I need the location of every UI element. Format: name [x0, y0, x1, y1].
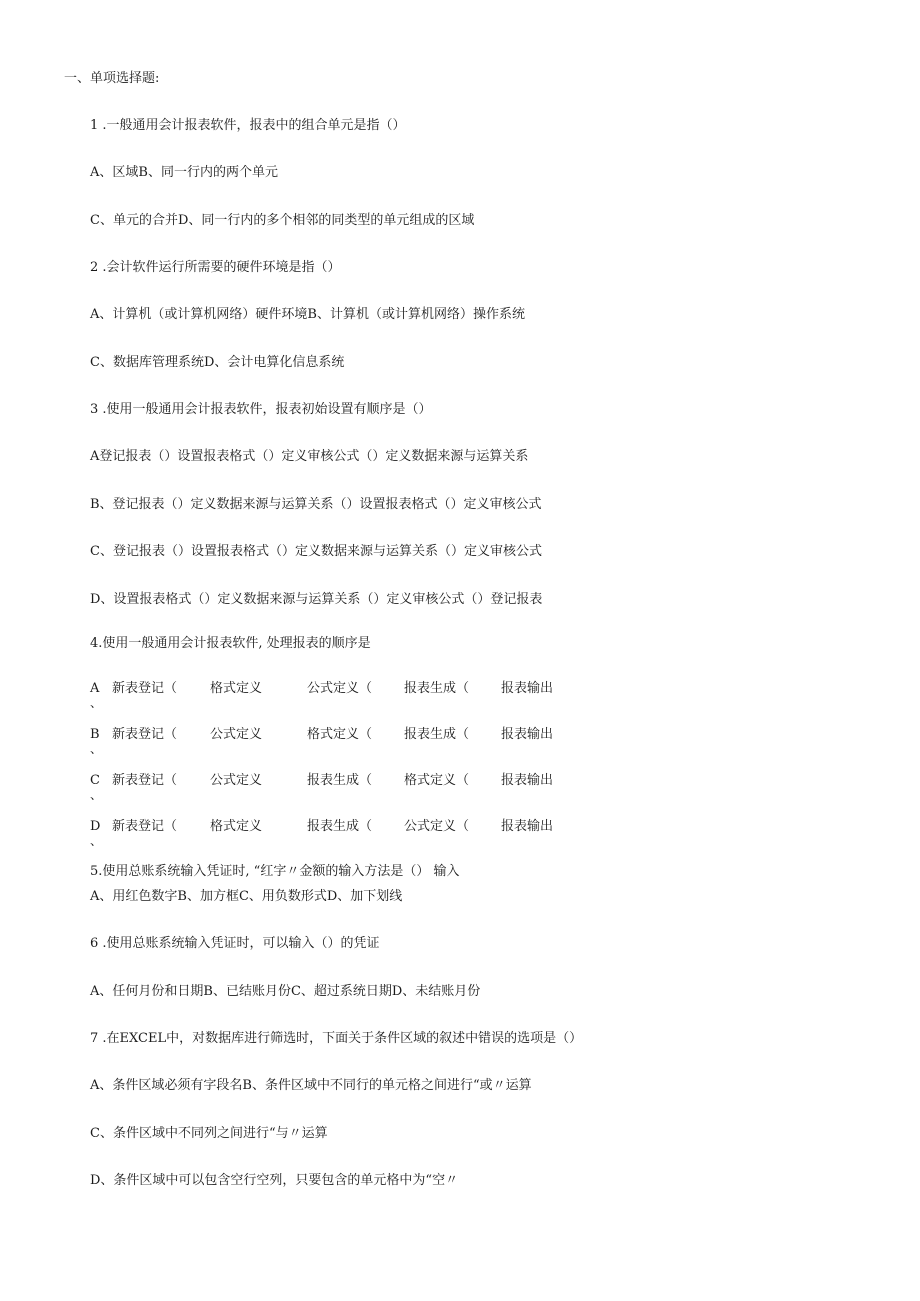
question-4-option-row-b [90, 726, 590, 756]
question-7-option-c: C、条件区域中不同列之间进行“与〃运算 [90, 1126, 328, 1141]
option-step-1: 新表登记（ [112, 773, 178, 788]
option-letter: A [90, 681, 100, 696]
option-step-3: 公式定义（ [307, 681, 373, 696]
option-step-5: 报表输出 [501, 681, 554, 696]
question-3-stem: 3 .使用一般通用会计报表软件，报表初始设置有顺序是（） [90, 402, 432, 417]
option-letter: B [90, 727, 100, 742]
question-4-stem: 4.使用一般通用会计报表软件, 处理报表的顺序是 [90, 636, 371, 651]
option-step-1: 新表登记（ [112, 727, 178, 742]
option-step-5: 报表输出 [501, 773, 554, 788]
question-6-options: A、任何月份和日期B、已结账月份C、超过系统日期D、未结账月份 [90, 984, 481, 999]
question-1-options-ab: A、区域B、同一行内的两个单元 [90, 165, 278, 180]
option-tick: 、 [90, 742, 103, 756]
option-letter: D [90, 819, 101, 834]
question-2-options-cd: C、数据库管理系统D、会计电算化信息系统 [90, 355, 345, 370]
question-4-option-row-a [90, 680, 590, 710]
option-step-3: 格式定义（ [307, 727, 373, 742]
option-step-1: 新表登记（ [112, 681, 178, 696]
question-3-option-a: A登记报表（）设置报表格式（）定义审核公式（）定义数据来源与运算关系 [90, 449, 529, 464]
option-step-3: 报表生成（ [307, 773, 373, 788]
question-7-stem: 7 .在EXCEL中，对数据库进行筛选时，下面关于条件区域的叙述中错误的选项是（） [90, 1031, 583, 1046]
section-title: 一、单项选择题: [64, 71, 160, 86]
question-2-stem: 2 .会计软件运行所需要的硬件环境是指（） [90, 260, 341, 275]
option-step-4: 公式定义（ [404, 819, 470, 834]
question-1-options-cd: C、单元的合并D、同一行内的多个相邻的同类型的单元组成的区域 [90, 213, 475, 228]
option-step-5: 报表输出 [501, 727, 554, 742]
question-4-option-row-c [90, 772, 590, 802]
option-step-2: 公式定义 [210, 727, 263, 742]
option-tick: 、 [90, 696, 103, 710]
question-5-stem: 5.使用总账系统输入凭证时, “红字〃金额的输入方法是（） 输入 [90, 864, 460, 879]
question-7-options-ab: A、条件区域必须有字段名B、条件区域中不同行的单元格之间进行“或〃运算 [90, 1078, 532, 1093]
option-step-1: 新表登记（ [112, 819, 178, 834]
option-step-4: 报表生成（ [404, 681, 470, 696]
question-3-option-d: D、设置报表格式（）定义数据来源与运算关系（）定义审核公式（）登记报表 [90, 592, 543, 607]
option-step-4: 格式定义（ [404, 773, 470, 788]
question-3-option-c: C、登记报表（）设置报表格式（）定义数据来源与运算关系（）定义审核公式 [90, 544, 542, 559]
option-step-2: 公式定义 [210, 773, 263, 788]
option-step-4: 报表生成（ [404, 727, 470, 742]
question-2-options-ab: A、计算机（或计算机网络）硬件环境B、计算机（或计算机网络）操作系统 [90, 307, 525, 322]
option-tick: 、 [90, 834, 103, 848]
question-7-option-d: D、条件区域中可以包含空行空列，只要包含的单元格中为“空〃 [90, 1173, 459, 1188]
question-6-stem: 6 .使用总账系统输入凭证时，可以输入（）的凭证 [90, 936, 380, 951]
option-letter: C [90, 773, 100, 788]
option-step-2: 格式定义 [210, 681, 263, 696]
option-step-3: 报表生成（ [307, 819, 373, 834]
option-step-5: 报表输出 [501, 819, 554, 834]
question-1-stem: 1 .一般通用会计报表软件，报表中的组合单元是指（） [90, 118, 406, 133]
option-step-2: 格式定义 [210, 819, 263, 834]
option-tick: 、 [90, 788, 103, 802]
question-4-option-row-d [90, 818, 590, 848]
question-5-options: A、用红色数字B、加方框C、用负数形式D、加下划线 [90, 889, 403, 904]
question-3-option-b: B、登记报表（）定义数据来源与运算关系（）设置报表格式（）定义审核公式 [90, 497, 542, 512]
